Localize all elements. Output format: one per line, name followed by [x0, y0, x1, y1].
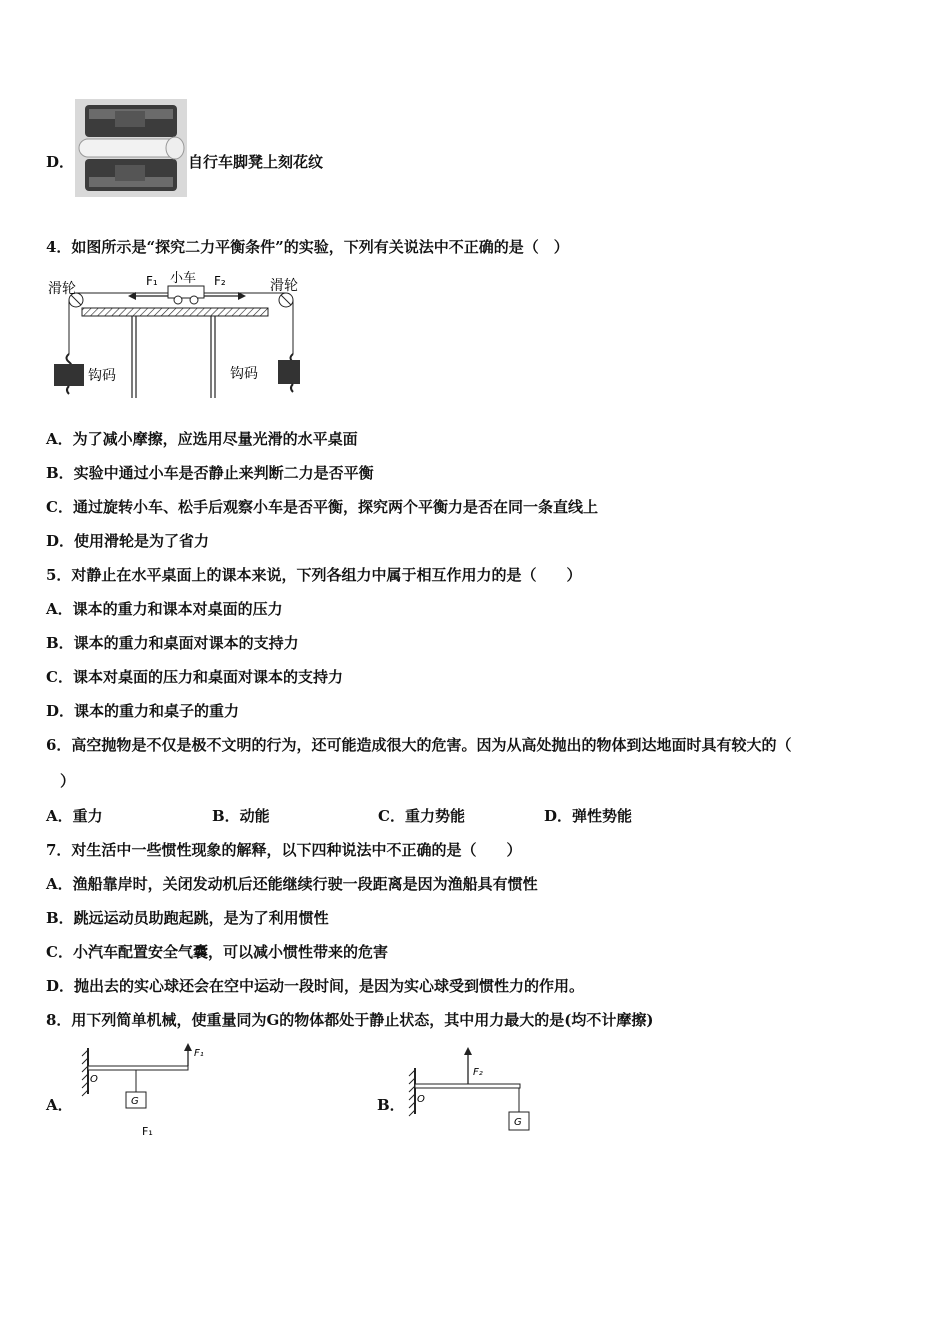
cart [168, 286, 204, 298]
q5-option-c: C．课本对桌面的压力和桌面对课本的支持力 [46, 668, 343, 686]
q4-option-d: D．使用滑轮是为了省力 [46, 532, 210, 550]
label-cart: 小车 [170, 271, 197, 286]
label-pulley-right: 滑轮 [270, 278, 298, 294]
left-weight [54, 364, 84, 386]
bicycle-pedal-photo [75, 99, 187, 197]
label-pivot-b: O [417, 1094, 425, 1105]
q5-option-b: B．课本的重力和桌面对课本的支持力 [46, 634, 299, 652]
q4-option-b: B．实验中通过小车是否静止来判断二力是否平衡 [46, 464, 374, 482]
label-below-a: F₁ [142, 1125, 153, 1138]
q7-option-b: B．跳远运动员助跑起跳，是为了利用惯性 [46, 909, 329, 927]
label-weight-right: 钩码 [230, 366, 258, 382]
label-pivot-a: O [90, 1074, 98, 1085]
q6-option-c: C．重力势能 [378, 807, 465, 825]
q6-option-a: A．重力 [46, 807, 103, 825]
q6-stem-line1: 6．高空抛物是不仅是极不文明的行为，还可能造成很大的危害。因为从高处抛出的物体到达地面时具有较大的（ [46, 736, 792, 754]
q6-option-d: D．弹性势能 [544, 807, 633, 825]
label-f2: F₂ [214, 274, 226, 288]
q6-stem-line2: ） [60, 772, 76, 790]
q3-option-d-text: 自行车脚凳上刻花纹 [188, 153, 324, 171]
q4-stem: 4．如图所示是“探究二力平衡条件”的实验，下列有关说法中不正确的是（ ） [46, 238, 569, 256]
q5-option-d: D．课本的重力和桌子的重力 [46, 702, 240, 720]
q4-option-a: A．为了减小摩擦，应选用尽量光滑的水平桌面 [46, 430, 358, 448]
q5-stem: 5．对静止在水平桌面上的课本来说，下列各组力中属于相互作用力的是（ ） [46, 566, 582, 584]
q8-stem: 8．用下列简单机械，使重量同为G的物体都处于静止状态，其中用力最大的是(均不计摩擦) [46, 1011, 654, 1029]
q8-lever-figure-b [405, 1042, 545, 1142]
label-f1: F₁ [146, 274, 158, 288]
q8-option-a-letter: A． [46, 1096, 73, 1114]
q8-option-b-letter: B． [377, 1096, 405, 1114]
q7-option-c: C．小汽车配置安全气囊，可以减小惯性带来的危害 [46, 943, 388, 961]
q7-option-d: D．抛出去的实心球还会在空中运动一段时间，是因为实心球受到惯性力的作用。 [46, 977, 585, 995]
q4-balance-experiment-figure [46, 268, 316, 403]
label-weight-a: G [131, 1096, 139, 1107]
label-pulley-left: 滑轮 [48, 281, 76, 297]
q5-option-a: A．课本的重力和课本对桌面的压力 [46, 600, 283, 618]
q6-option-b: B．动能 [212, 807, 270, 825]
label-weight-b: G [514, 1117, 522, 1128]
label-force-b: F₂ [473, 1067, 483, 1078]
right-weight [278, 360, 300, 384]
label-weight-left: 钩码 [88, 368, 116, 384]
q7-option-a: A．渔船靠岸时，关闭发动机后还能继续行驶一段距离是因为渔船具有惯性 [46, 875, 538, 893]
q8-lever-figure-a [78, 1042, 218, 1142]
label-force-a: F₁ [194, 1048, 204, 1059]
q7-stem: 7．对生活中一些惯性现象的解释，以下四种说法中不正确的是（ ） [46, 841, 522, 859]
option-letter: D． [46, 153, 75, 171]
q4-option-c: C．通过旋转小车、松手后观察小车是否平衡，探究两个平衡力是否在同一条直线上 [46, 498, 598, 516]
